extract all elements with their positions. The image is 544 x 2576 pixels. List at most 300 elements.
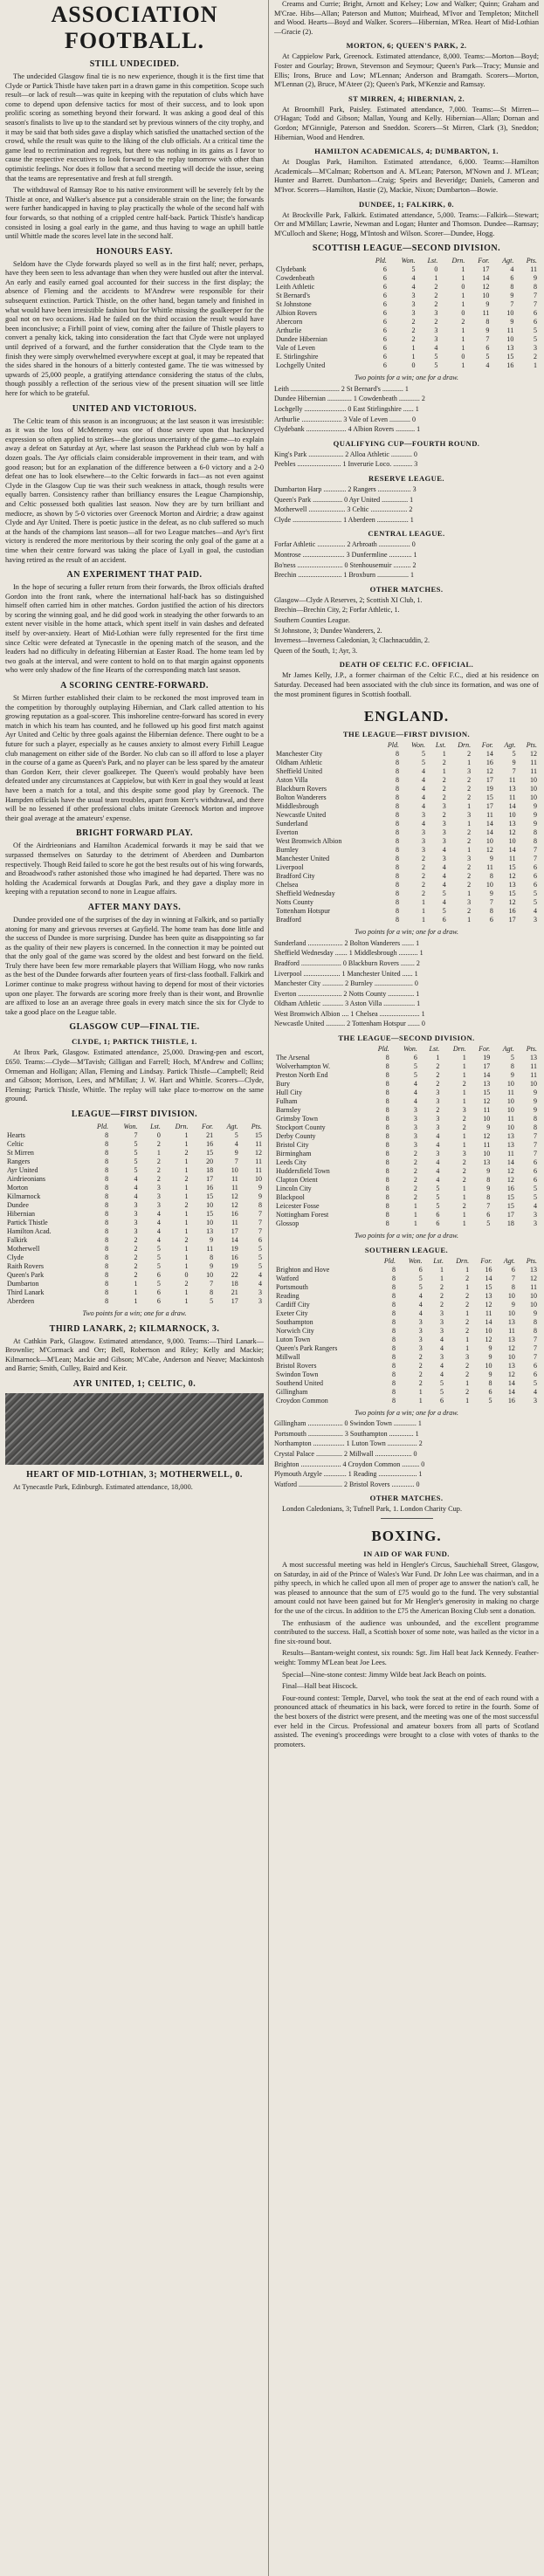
table-cell: 8 (391, 1291, 396, 1300)
table-cell: 6 (534, 1370, 537, 1378)
table-cell: 0 (411, 361, 416, 370)
table-cell: 9 (488, 1343, 492, 1352)
league-table-row (5, 1245, 264, 1254)
table-cell: 4 (156, 1227, 161, 1235)
table-cell: 8 (210, 1288, 214, 1296)
table-cell: 4 (156, 1236, 161, 1244)
table-cell: 2 (413, 1150, 417, 1158)
table-cell: 5 (534, 326, 537, 335)
table-cell: 8 (105, 1288, 109, 1296)
table-cell: 4 (534, 1202, 537, 1211)
table-cell: 2 (467, 776, 472, 785)
table-cell: 1 (434, 274, 438, 283)
league-table-column-header (274, 1257, 375, 1266)
fixture-line: Arthurlie ....................... 3 Vale of Leven ............ 0 (274, 415, 417, 423)
team-name: St Johnstone (276, 300, 312, 309)
league-table-row (274, 1132, 539, 1141)
table-cell: 7 (534, 1150, 537, 1158)
table-cell: 3 (534, 1219, 537, 1228)
article-paragraph: At Ibrox Park, Glasgow. Estimated attendance, 25,000. Drawing-pen and escort, £650. Teams:—Clyde—M'Tavish; Gilligan and Farrell; Hoch, M'Andrew and Collins; Ormeman and Holligan; Allan, Fleming and Lindsay. Partick Thistle—Campbell; Reid and Gibson; Morrison, Lees, and M'Millan; J. W. Hart and Whittle. Scorers—Clyde, Fleming; Partick Thistle, Whittle. The replay will take place to-morrow on the same ground. (5, 1048, 264, 1103)
table-cell: 8 (396, 759, 400, 767)
table-cell: 6 (485, 344, 490, 353)
team-name: Hibernian (7, 1210, 35, 1218)
table-cell: 10 (506, 309, 514, 318)
table-cell: 1 (184, 1210, 189, 1218)
table-cell: 15 (506, 1193, 514, 1202)
table-cell: 7 (134, 1131, 138, 1139)
table-cell: 17 (482, 265, 490, 274)
table-cell: 19 (483, 1054, 491, 1062)
league-table (5, 1123, 264, 1306)
league-table-row (274, 767, 539, 776)
table-cell: 8 (385, 1132, 389, 1141)
table-cell: 1 (184, 1184, 189, 1192)
table-cell: 4 (156, 1210, 161, 1218)
table-cell: 12 (506, 1176, 514, 1185)
table-cell: 1 (465, 1343, 470, 1352)
league-table-column-header: Agt. (226, 1123, 238, 1130)
fixture-line: Everton ......................... 2 Notts County ............... 1 (274, 989, 420, 998)
table-cell: 11 (530, 767, 537, 776)
table-cell: 5 (156, 1280, 161, 1288)
table-cell: 1 (465, 1378, 470, 1387)
table-cell: 14 (485, 1317, 492, 1326)
table-cell: 3 (436, 1097, 440, 1106)
table-cell: 2 (462, 1202, 466, 1211)
table-cell: 3 (436, 1123, 440, 1132)
table-cell: 4 (413, 1080, 417, 1089)
table-cell: 7 (534, 1343, 537, 1352)
table-cell: 13 (508, 881, 516, 890)
table-cell: 8 (391, 1352, 396, 1361)
table-cell: 16 (506, 1185, 514, 1193)
team-name: Motherwell (7, 1245, 40, 1253)
table-cell: 9 (534, 1097, 537, 1106)
article-paragraph: Of the Airdrieonians and Hamilton Academical forwards it may be said that we surpassed themselves on Saturday to the detriment of Aberdeen and Dumbarton respectively. Though Reid failed to score he got the best results out of his wing forwards, and Broadwood's rather astonished those who imagined he had departed. There was no holding the Academical forwards at Douglas Park, and they gave a display more in keeping with a reputation second to none in League affairs. (5, 841, 264, 896)
table-cell: 3 (442, 828, 446, 837)
table-cell: 15 (506, 353, 514, 361)
table-cell: 1 (462, 1071, 466, 1080)
table-cell: 3 (421, 811, 425, 820)
league-table-row (274, 326, 539, 335)
article-subheading: CLYDE, 1; PARTICK THISTLE, 1. (72, 1037, 197, 1047)
table-cell: 3 (421, 828, 425, 837)
table-cell: 8 (510, 1062, 514, 1071)
table-cell: 15 (483, 1089, 491, 1097)
qualifying-results (274, 450, 539, 470)
article-heading: AN EXPERIMENT THAT PAID. (66, 570, 203, 580)
table-cell: 3 (467, 767, 472, 776)
table-cell: 12 (483, 1132, 491, 1141)
team-name: St Mirren (7, 1149, 34, 1157)
left-articles (5, 59, 264, 1493)
league-table-row (5, 1149, 264, 1157)
team-name: Lochgelly United (276, 361, 326, 370)
table-cell: 1 (184, 1140, 189, 1148)
table-cell: 10 (206, 1201, 214, 1209)
table-cell: 3 (436, 1115, 440, 1123)
league-table-row (274, 1336, 539, 1344)
table-cell: 5 (440, 1378, 444, 1387)
fixture-line: Clydebank ....................... 4 Albion Rovers ........... 1 (274, 425, 421, 434)
table-cell: 2 (467, 881, 472, 890)
league-table (274, 741, 539, 924)
article-heading: STILL UNDECIDED. (89, 59, 180, 69)
table-cell: 10 (530, 1291, 537, 1300)
table-cell: 11 (506, 326, 514, 335)
team-name: Albion Rovers (276, 309, 317, 318)
table-cell: 3 (411, 309, 416, 318)
table-cell: 1 (184, 1219, 189, 1226)
right-column (274, 0, 539, 2576)
table-cell: 2 (461, 318, 465, 326)
article-paragraph: Seldom have the Clyde forwards played so well as in the first half; never, perhaps, have they been seen to less advantage than when they were hustled out after the interval. An early and easily earned goal accounted for their success in the first display; the absence of Fleming and the accidents to M'Andrew were responsible for their subsequent extinction. Partick Thistle, on the other hand, began tamely and finished in what would have been irresistible fashion but for Whittle missing the goalkeeper for the goal not on two occasions. Had he failed on the third occasion the result would have been inconclusive; a Firhill point of view, coming after the failure of Thistle players to convert a penalty kick, taking into consideration the fact that Clyde were not unplayed until deprived of a forward, and the further consideration that the Clyde team to the finish they were simply overwhelmed everywhere except at goal, it may be repeated that the sides shared in the honours of a bitterly contested game. The tie was witnessed by upwards of 25,000 people, a gratifying attendance considering the status of the clubs, though possibly a reflection of the serious view of the present situation will see little here for which to be grateful. (5, 259, 264, 397)
table-cell: 11 (508, 855, 516, 863)
table-cell: 11 (483, 1106, 491, 1115)
table-cell: 12 (255, 1149, 262, 1157)
league-table-row (274, 274, 539, 283)
league-table-row (5, 1201, 264, 1210)
team-name: Cowdenbeath (276, 274, 314, 283)
table-cell: 17 (508, 916, 516, 924)
table-cell: 1 (465, 1282, 470, 1291)
team-name: Derby County (276, 1132, 316, 1141)
team-name: Sheffield Wednesday (276, 890, 335, 898)
section-rule (381, 1518, 433, 1519)
article-heading: GLASGOW CUP—FINAL TIE. (69, 1022, 200, 1033)
league-table-row (274, 890, 539, 898)
table-cell: 2 (440, 1282, 444, 1291)
table-cell: 14 (482, 274, 490, 283)
table-cell: 15 (508, 890, 516, 898)
english-second-division-heading: THE LEAGUE—SECOND DIVISION. (338, 1034, 475, 1043)
table-cell: 6 (534, 309, 537, 318)
table-cell: 2 (413, 1193, 417, 1202)
table-cell: 1 (461, 335, 465, 344)
league-table-row (274, 881, 539, 890)
team-name: Dundee (7, 1201, 29, 1209)
table-cell: 20 (206, 1157, 214, 1165)
table-cell: 1 (440, 1265, 444, 1274)
league-table-row (5, 1184, 264, 1192)
table-cell: 3 (421, 846, 425, 855)
league-table-column-header: Drn. (452, 1045, 466, 1054)
table-cell: 8 (105, 1271, 109, 1279)
table-cell: 8 (391, 1387, 396, 1396)
table-cell: 9 (486, 1167, 491, 1176)
table-cell: 2 (418, 1352, 423, 1361)
fixture-line: Queen of the South, 1; Ayr, 3. (274, 646, 358, 655)
table-cell: 15 (506, 1202, 514, 1211)
table-cell: 3 (413, 1132, 417, 1141)
league-table-header (274, 257, 539, 265)
table-cell: 6 (534, 1158, 537, 1167)
table-cell: 8 (396, 890, 400, 898)
team-name: Nottingham Forest (276, 1211, 329, 1219)
table-cell: 8 (391, 1343, 396, 1352)
table-cell: 12 (485, 1335, 492, 1343)
league-table-row (274, 353, 539, 361)
fixture-line: Oldham Athletic ............ 3 Aston Villa .................. 1 (274, 999, 421, 1008)
table-cell: 8 (105, 1201, 109, 1209)
fixture-line: Inverness—Inverness Caledonian, 3; Clachnacuddin, 2. (274, 636, 430, 645)
table-cell: 1 (184, 1262, 189, 1270)
table-cell: 1 (413, 1211, 417, 1219)
league-table-row (274, 785, 539, 793)
masthead: ASSOCIATION FOOTBALL. (51, 2, 218, 53)
team-name: Abercorn (276, 318, 303, 326)
table-cell: 11 (482, 309, 490, 318)
article-heading: LEAGUE—FIRST DIVISION. (71, 1109, 198, 1119)
article-heading: AFTER MANY DAYS. (87, 902, 182, 912)
table-cell: 6 (382, 335, 387, 344)
table-cell: 8 (105, 1210, 109, 1218)
league-table-column-header: Won. (401, 257, 416, 265)
points-note: Two points for a win; one for a draw. (354, 928, 459, 937)
league-table-column-header (274, 741, 378, 750)
table-cell: 8 (396, 837, 400, 846)
league-table-row (274, 292, 539, 300)
team-name: Brighton and Hove (276, 1265, 330, 1274)
table-cell: 5 (258, 1245, 262, 1253)
table-cell: 4 (442, 863, 446, 872)
left-column (5, 0, 264, 2576)
damaged-print-area (5, 1393, 264, 1465)
table-cell: 10 (206, 1271, 214, 1279)
table-cell: 4 (436, 1132, 440, 1141)
table-cell: 2 (134, 1245, 138, 1253)
table-cell: 11 (255, 1140, 262, 1148)
table-cell: 10 (482, 292, 490, 300)
table-cell: 2 (467, 863, 472, 872)
table-cell: 4 (436, 1158, 440, 1167)
table-cell: 2 (436, 1071, 440, 1080)
league-table-column-header: Drn. (451, 257, 465, 265)
table-cell: 1 (184, 1166, 189, 1174)
table-cell: 2 (534, 353, 537, 361)
team-name: Cardiff City (276, 1300, 310, 1309)
qualifying-heading: QUALIFYING CUP—FOURTH ROUND. (333, 438, 480, 448)
team-name: Queen's Park Rangers (276, 1343, 338, 1352)
table-cell: 6 (534, 1167, 537, 1176)
table-cell: 8 (396, 785, 400, 793)
table-cell: 6 (534, 881, 537, 890)
table-cell: 9 (510, 292, 514, 300)
team-name: Newcastle United (276, 811, 327, 820)
league-table-row (274, 1274, 539, 1283)
table-cell: 10 (506, 1106, 514, 1115)
table-cell: 8 (105, 1219, 109, 1226)
team-name: Bolton Wanderers (276, 793, 327, 802)
table-cell: 8 (105, 1227, 109, 1235)
team-name: Huddersfield Town (276, 1167, 330, 1176)
table-cell: 2 (442, 785, 446, 793)
league-table-column-header: Pld. (375, 257, 387, 265)
table-cell: 0 (156, 1131, 161, 1139)
table-cell: 5 (418, 1282, 423, 1291)
table-cell: 1 (184, 1297, 189, 1305)
table-cell: 2 (411, 318, 416, 326)
table-cell: 1 (184, 1254, 189, 1261)
table-cell: 10 (483, 1150, 491, 1158)
team-name: Fulham (276, 1097, 298, 1106)
table-cell: 3 (534, 344, 537, 353)
table-cell: 4 (442, 872, 446, 881)
league-table-column-header: Agt. (502, 257, 514, 265)
table-cell: 9 (512, 759, 516, 767)
table-cell: 8 (391, 1282, 396, 1291)
fixture-line: Leith ............................ 2 St Bernard's ............ 1 (274, 384, 409, 393)
league-table-row (274, 811, 539, 820)
table-cell: 7 (258, 1210, 262, 1218)
table-cell: 22 (231, 1271, 238, 1279)
table-cell: 3 (421, 837, 425, 846)
table-cell: 8 (385, 1158, 389, 1167)
table-cell: 4 (134, 1175, 138, 1183)
table-cell: 4 (234, 1140, 238, 1148)
article-paragraph: Dundee provided one of the surprises of the day in winning at Falkirk, and so partially atoning for many and grievous reverses at Gayfield. The home team has done little and the success of Dundee is more surprising. Dundee has been quite as disappointing so far as the quality of their new players is concerned. In the connection it may be pointed out that the only goal of the game was scored by the oldest and best forward on the field. Truly there have been few more remarkable players that William Hogg, who now ranks as the best of the Dundee forwards after fourteen years of first-class football. Falkirk and Lorimer continue to make progress without having to depend for most of their victories upon one player. The forwards are scoring more freely than is their wont, and Brownlie are affixed to lose an an average three goals in every match since the six for Clyde to take a good place on the League table. (5, 915, 264, 1016)
table-cell: 1 (467, 802, 472, 811)
table-cell: 1 (134, 1297, 138, 1305)
table-cell: 6 (488, 1387, 492, 1396)
other-match-results (274, 596, 539, 656)
league-table-row (274, 1353, 539, 1362)
table-cell: 8 (105, 1149, 109, 1157)
table-cell: 14 (485, 820, 493, 828)
table-cell: 1 (184, 1288, 189, 1296)
table-cell: 8 (396, 881, 400, 890)
table-cell: 12 (231, 1201, 238, 1209)
table-cell: 4 (421, 820, 425, 828)
table-cell: 8 (511, 1282, 515, 1291)
league-table-row (274, 1141, 539, 1150)
table-cell: 5 (134, 1140, 138, 1148)
fixture-line: West Bromwich Albion .... 1 Chelsea ....................... 1 (274, 1009, 425, 1018)
fixture-line: Dumbarton Harp ............. 2 Rangers ................... 3 (274, 485, 417, 494)
table-cell: 2 (462, 1167, 466, 1176)
table-cell: 8 (391, 1317, 396, 1326)
table-cell: 2 (184, 1201, 189, 1209)
table-cell: 2 (440, 1291, 444, 1300)
table-cell: 7 (534, 1132, 537, 1141)
table-cell: 1 (413, 1219, 417, 1228)
table-cell: 4 (442, 898, 446, 907)
table-cell: 1 (465, 1396, 470, 1405)
league-table-row (274, 1167, 539, 1176)
fixture-line: Brechin—Brechin City, 2; Forfar Athletic, 1. (274, 606, 400, 615)
table-cell: 8 (391, 1370, 396, 1378)
team-name: Clapton Orient (276, 1176, 318, 1185)
table-cell: 11 (486, 811, 493, 820)
table-cell: 6 (534, 318, 537, 326)
table-cell: 6 (156, 1297, 161, 1305)
fixture-line: Watford ......................... 2 Bristol Rovers ............. 0 (274, 1480, 420, 1488)
table-cell: 8 (396, 820, 400, 828)
team-name: Watford (276, 1274, 300, 1282)
table-cell: 15 (206, 1210, 214, 1218)
table-cell: 8 (105, 1254, 109, 1261)
table-cell: 6 (156, 1271, 161, 1279)
boxing-paragraph: Special—Nine-stone contest: Jimmy Wilde beat Jack Beach on points. (282, 1670, 486, 1679)
table-cell: 9 (534, 1106, 537, 1115)
table-cell: 8 (385, 1150, 389, 1158)
league-table-row (274, 907, 539, 916)
table-cell: 7 (210, 1280, 214, 1288)
table-cell: 9 (534, 820, 537, 828)
table-cell: 1 (467, 916, 472, 924)
table-cell: 4 (421, 767, 425, 776)
table-cell: 14 (485, 750, 493, 759)
table-cell: 8 (391, 1361, 396, 1370)
team-name: Sheffield United (276, 767, 322, 776)
table-cell: 10 (485, 881, 493, 890)
team-name: E. Stirlingshire (276, 353, 319, 361)
table-cell: 1 (467, 759, 472, 767)
article-heading: HEART OF MID-LOTHIAN, 3; MOTHERWELL, 0. (26, 1469, 243, 1480)
table-cell: 8 (385, 1211, 389, 1219)
table-cell: 16 (485, 1265, 492, 1274)
table-cell: 15 (206, 1192, 214, 1200)
table-cell: 3 (462, 1106, 466, 1115)
team-name: Third Lanark (7, 1288, 45, 1296)
table-cell: 6 (440, 1396, 444, 1405)
boxing-paragraph: Results—Bantam-weight contest, six rounds: Sgt. Jim Hall beat Jack Kennedy. Feather-weight: Tommy M'Lean beat Joe Lees. (274, 1649, 539, 1666)
team-name: Leith Athletic (276, 283, 315, 292)
table-cell: 2 (421, 872, 425, 881)
table-cell: 2 (465, 1387, 470, 1396)
table-cell: 14 (506, 1158, 514, 1167)
table-cell: 2 (156, 1140, 161, 1148)
table-cell: 5 (134, 1166, 138, 1174)
team-name: Rangers (7, 1157, 31, 1165)
league-table-row (274, 1185, 539, 1193)
table-cell: 5 (442, 907, 446, 916)
fixture-line: Manchester City ............ 2 Burnley ...................... 0 (274, 979, 418, 988)
league-table-header (274, 741, 539, 750)
table-cell: 3 (418, 1343, 423, 1352)
table-cell: 8 (396, 872, 400, 881)
table-cell: 11 (508, 776, 516, 785)
table-cell: 1 (184, 1157, 189, 1165)
table-cell: 2 (465, 1317, 470, 1326)
table-cell: 11 (231, 1219, 238, 1226)
article-paragraph: The withdrawal of Ramsay Roe to his native environment will be severely felt by the Thistle at once, and Walker's absence put a considerable strain on the line; the forwards were further handicapped in having to play practically the whole of the second half with four forwards, so that nothing of a crippled centre half-back. Partick Thistle's handicap consisted in losing a goal early in the game, and thus having to wage an uphill battle until Whittle made the scores level late in the second half. (5, 186, 264, 241)
table-cell: 1 (465, 1265, 470, 1274)
table-cell: 12 (507, 1343, 515, 1352)
table-cell: 7 (234, 1157, 238, 1165)
team-name: Dumbarton (7, 1280, 39, 1288)
table-cell: 9 (534, 1089, 537, 1097)
table-cell: 2 (442, 759, 446, 767)
table-cell: 4 (440, 1361, 444, 1370)
english-first-division-results (274, 939, 539, 1029)
table-cell: 3 (413, 1115, 417, 1123)
league-table-row (274, 1097, 539, 1106)
league-table-column-header: Won. (411, 741, 425, 750)
table-cell: 4 (534, 1387, 537, 1396)
league-table-row (5, 1131, 264, 1140)
fixture-line: Motherwell ..................... 3 Celtic ..................... 2 (274, 505, 413, 514)
table-cell: 8 (385, 1080, 389, 1089)
table-cell: 19 (485, 785, 493, 793)
table-cell: 4 (134, 1192, 138, 1200)
table-cell: 5 (436, 1185, 440, 1193)
table-cell: 8 (396, 793, 400, 802)
league-table-row (274, 335, 539, 344)
table-cell: 3 (156, 1201, 161, 1209)
table-cell: 14 (485, 1274, 492, 1282)
team-name: Wolverhampton W. (276, 1062, 331, 1071)
